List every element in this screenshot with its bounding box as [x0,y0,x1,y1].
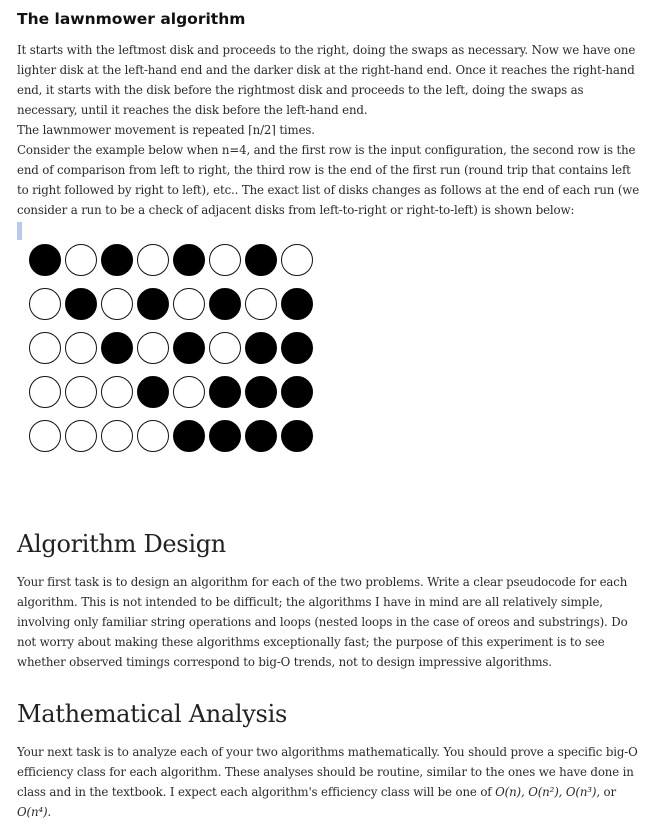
disk-row-4 [29,376,329,410]
light-disk [281,244,313,276]
dark-disk [245,244,277,276]
dark-disk [245,376,277,408]
light-disk [137,332,169,364]
light-disk [65,420,97,452]
class-or: or [603,785,616,799]
light-disk [29,332,61,364]
intro-text [17,40,642,220]
mathematical-analysis-heading: Mathematical Analysis [17,700,287,728]
dark-disk [29,244,61,276]
algorithm-design-text [17,572,642,672]
light-disk [101,420,133,452]
light-disk [173,288,205,320]
dark-disk [209,420,241,452]
light-disk [65,244,97,276]
light-disk [209,332,241,364]
light-disk [29,420,61,452]
dark-disk [209,288,241,320]
dark-disk [281,420,313,452]
light-disk [29,288,61,320]
light-disk [209,244,241,276]
dark-disk [209,376,241,408]
light-disk [29,376,61,408]
light-disk [65,376,97,408]
dark-disk [281,376,313,408]
math-paragraph-text: Your next task is to analyze each of your two algorithms mathematically. You should prove a specific big-O efficiency class for each algorithm. These analyses should be routine, similar to the ones we have done in class and in the textbook. I expect each algorithm's efficiency class will be one of [17,745,638,799]
dark-disk [173,332,205,364]
dark-disk [173,244,205,276]
dark-disk [101,244,133,276]
disk-row-2 [29,288,329,322]
mathematical-analysis-text [17,742,642,822]
dark-disk [101,332,133,364]
section-heading: The lawnmower algorithm [17,10,246,28]
disk-row-3 [29,332,329,366]
math-paragraph [17,742,642,822]
dark-disk [137,376,169,408]
disk-figure [29,244,329,464]
disk-row-1 [29,244,329,278]
light-disk [65,332,97,364]
intro-paragraph-2: The lawnmower movement is repeated ⌈n/2⌉ times. [17,123,315,137]
dark-disk [65,288,97,320]
light-disk [101,288,133,320]
light-disk [173,376,205,408]
class-quadratic: O(n²), [528,785,563,799]
class-cubic: O(n³), [565,785,600,799]
intro-paragraph-3: Consider the example below when n=4, and the first row is the input configuration, the second row is the end of comparison from left to right, the third row is the end of the first run (round trip that contains left to right followed by right to left), etc.. The exact list of disks changes as follows at the end of each run (we consider a run to be a check of adjacent disks from left-to-right or right-to-left) is shown below: [17,143,640,217]
dark-disk [281,332,313,364]
dark-disk [245,420,277,452]
intro-paragraph-1: It starts with the leftmost disk and proceeds to the right, doing the swaps as necessary. Now we have one lighter disk at the left-hand end and the darker disk at the right-hand end. Once it reaches the right-hand end, it starts with the disk before the rightmost disk and proceeds to the left, doing the swaps as necessary, until it reaches the disk before the left-hand end. [17,43,636,117]
dark-disk [245,332,277,364]
text-cursor [17,222,22,240]
disk-row-5 [29,420,329,454]
design-paragraph: Your first task is to design an algorithm for each of the two problems. Write a clear pseudocode for each algorithm. This is not intended to be difficult; the algorithms I have in mind are all relatively simple, involving only familiar string operations and loops (nested loops in the case of oreos and substrings). Do not worry about making these algorithms exceptionally fast; the purpose of this experiment is to see whether observed timings correspond to big-O trends, not to design impressive algorithms. [17,575,628,669]
dark-disk [173,420,205,452]
light-disk [137,420,169,452]
dark-disk [137,288,169,320]
light-disk [101,376,133,408]
light-disk [137,244,169,276]
light-disk [245,288,277,320]
class-quartic: O(n⁴). [17,805,52,819]
dark-disk [281,288,313,320]
class-linear: O(n), [495,785,525,799]
algorithm-design-heading: Algorithm Design [17,530,226,558]
